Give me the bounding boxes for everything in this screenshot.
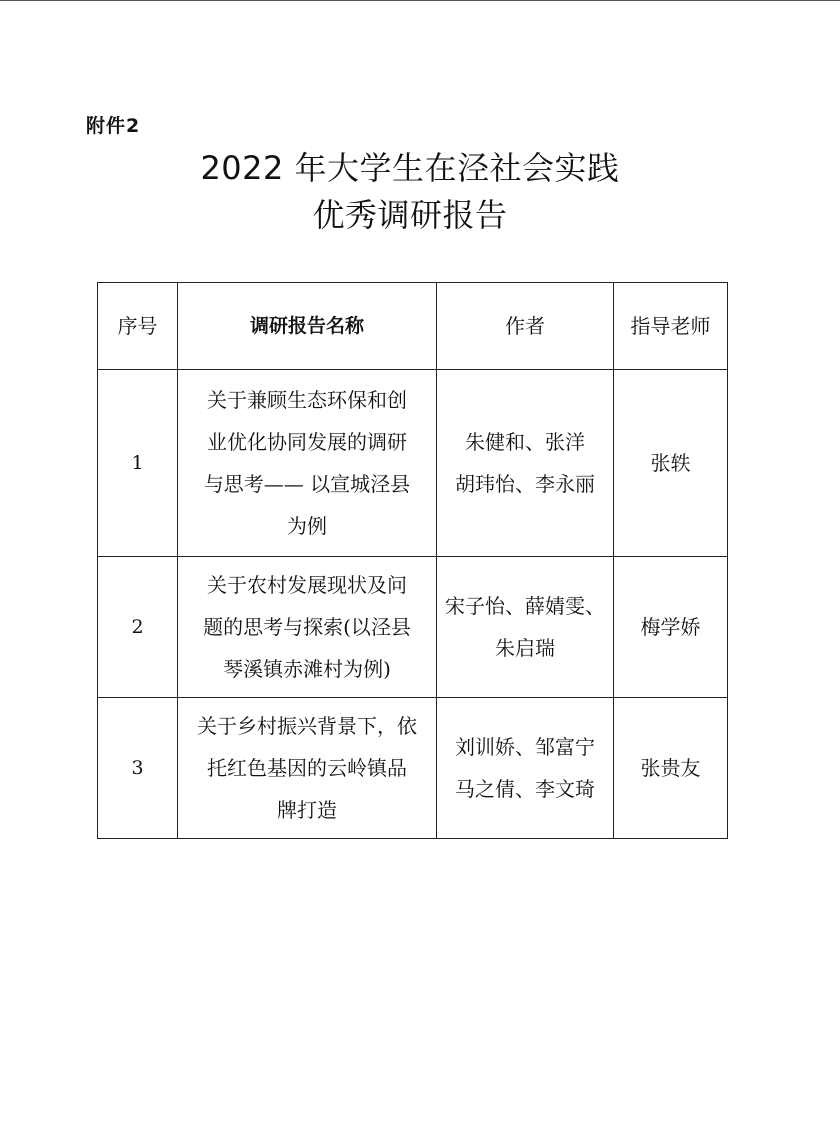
report-name-line: 为例 [287,514,327,538]
report-name-line: 题的思考与探索(以泾县 [203,615,411,639]
author-line: 朱启瑞 [495,636,555,660]
report-name-line: 关于农村发展现状及问 [207,573,407,597]
report-name-line: 托红色基因的云岭镇品 [207,756,407,780]
advisor-cell: 梅学娇 [614,557,728,698]
report-name-line: 琴溪镇赤滩村为例) [223,657,391,681]
top-rule [0,0,840,1]
table-row [98,370,728,557]
authors-cell [437,370,614,557]
report-name-cell [178,698,437,839]
header-authors: 作者 [437,283,614,370]
author-line: 朱健和、张洋 [465,430,585,454]
report-name-cell [178,557,437,698]
header-index: 序号 [98,283,178,370]
header-advisor: 指导老师 [614,283,728,370]
report-table [97,282,728,839]
table-row [98,698,728,839]
document-title-line-2: 优秀调研报告 [312,196,508,234]
report-name-line: 业优化协同发展的调研 [207,430,407,454]
table-row [98,557,728,698]
authors-cell [437,557,614,698]
advisor-cell: 张轶 [614,370,728,557]
row-index: 2 [98,557,178,698]
author-line: 宋子怡、薛婧雯、 [445,594,605,618]
header-report-name: 调研报告名称 [178,283,437,370]
report-name-line: 与思考—— 以宣城泾县 [203,472,411,496]
row-index: 3 [98,698,178,839]
advisor-cell: 张贵友 [614,698,728,839]
report-name-cell [178,370,437,557]
authors-cell [437,698,614,839]
report-name-line: 关于乡村振兴背景下，依 [197,714,417,738]
report-name-line: 关于兼顾生态环保和创 [207,388,407,412]
author-line: 马之倩、李文琦 [455,777,595,801]
report-name-line: 牌打造 [277,798,337,822]
row-index: 1 [98,370,178,557]
attachment-label: 附件2 [86,115,141,137]
document-title-line-1: 2022 年大学生在泾社会实践 [200,149,620,187]
author-line: 刘训娇、邹富宁 [455,735,595,759]
author-line: 胡玮怡、李永丽 [455,472,595,496]
table-header-row [98,283,728,370]
